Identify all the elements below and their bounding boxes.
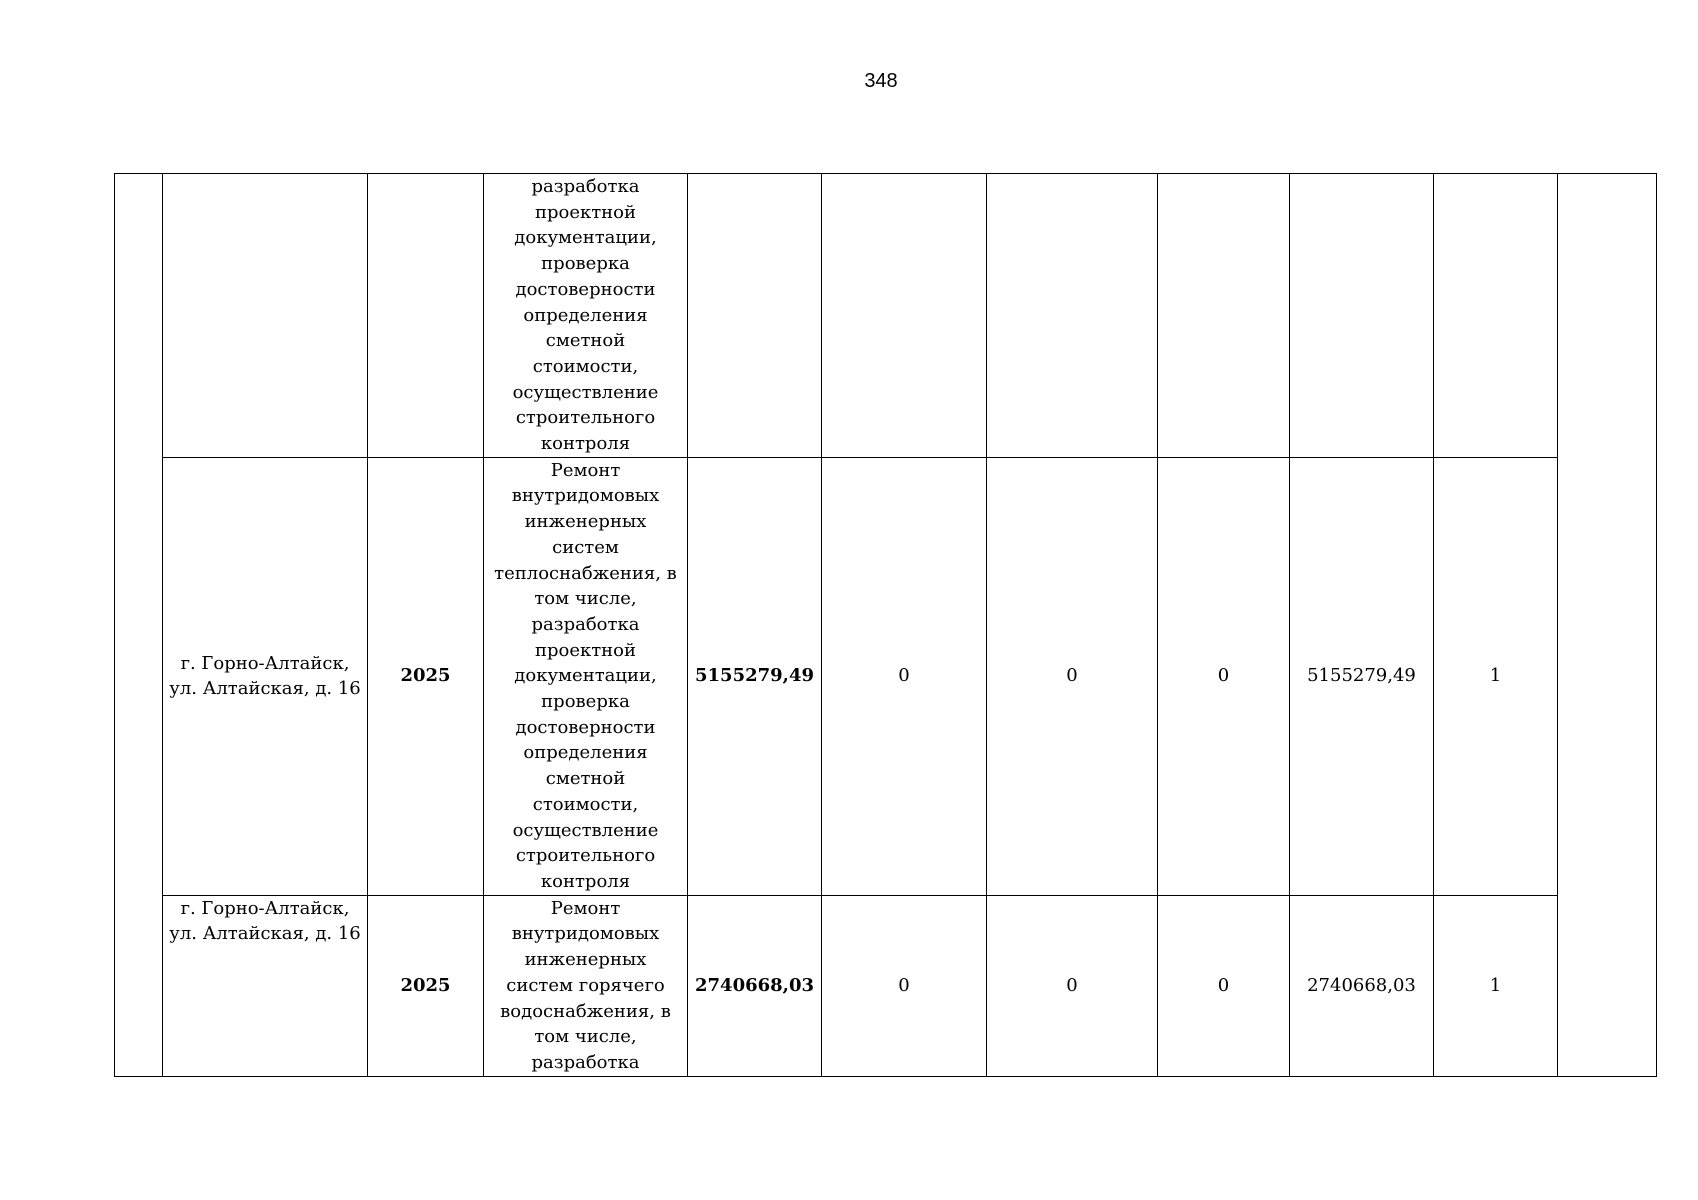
- value-cell: 2740668,03: [1290, 895, 1434, 1076]
- value-cell: [1158, 174, 1290, 458]
- address-cell: г. Горно-Алтайск, ул. Алтайская, д. 16: [163, 895, 368, 1076]
- page-number: 348: [864, 70, 898, 92]
- value-cell: 0: [1158, 895, 1290, 1076]
- year-cell: [368, 174, 484, 458]
- table-row: [115, 457, 1657, 895]
- count-cell: 1: [1434, 457, 1558, 895]
- work-description-cell: Ремонт внутридомовых инженерных систем теплоснабжения, в том числе, разработка проектной документации, проверка достоверности определения сметной стоимости, осуществление строительного контроля: [484, 457, 688, 895]
- address-cell: [163, 174, 368, 458]
- value-cell: [822, 174, 987, 458]
- total-cost-cell: 5155279,49: [688, 457, 822, 895]
- value-cell: 5155279,49: [1290, 457, 1434, 895]
- value-cell: 0: [1158, 457, 1290, 895]
- total-cost-cell: [688, 174, 822, 458]
- work-description-cell: разработка проектной документации, проверка достоверности определения сметной стоимости, осуществление строительного контроля: [484, 174, 688, 458]
- value-cell: [987, 174, 1158, 458]
- table-row: [115, 174, 1657, 458]
- value-cell: 0: [987, 895, 1158, 1076]
- year-cell: 2025: [368, 895, 484, 1076]
- count-cell: [1434, 174, 1558, 458]
- value-cell: 0: [822, 895, 987, 1076]
- notes-cell: [1558, 174, 1657, 1077]
- value-cell: 0: [987, 457, 1158, 895]
- value-cell: 0: [822, 457, 987, 895]
- table-row: [115, 895, 1657, 1076]
- count-cell: 1: [1434, 895, 1558, 1076]
- work-description-cell: Ремонт внутридомовых инженерных систем горячего водоснабжения, в том числе, разработка: [484, 895, 688, 1076]
- address-cell: г. Горно-Алтайск, ул. Алтайская, д. 16: [163, 457, 368, 895]
- value-cell: [1290, 174, 1434, 458]
- document-table: [114, 173, 1657, 1077]
- year-cell: 2025: [368, 457, 484, 895]
- index-cell: [115, 174, 163, 1077]
- total-cost-cell: 2740668,03: [688, 895, 822, 1076]
